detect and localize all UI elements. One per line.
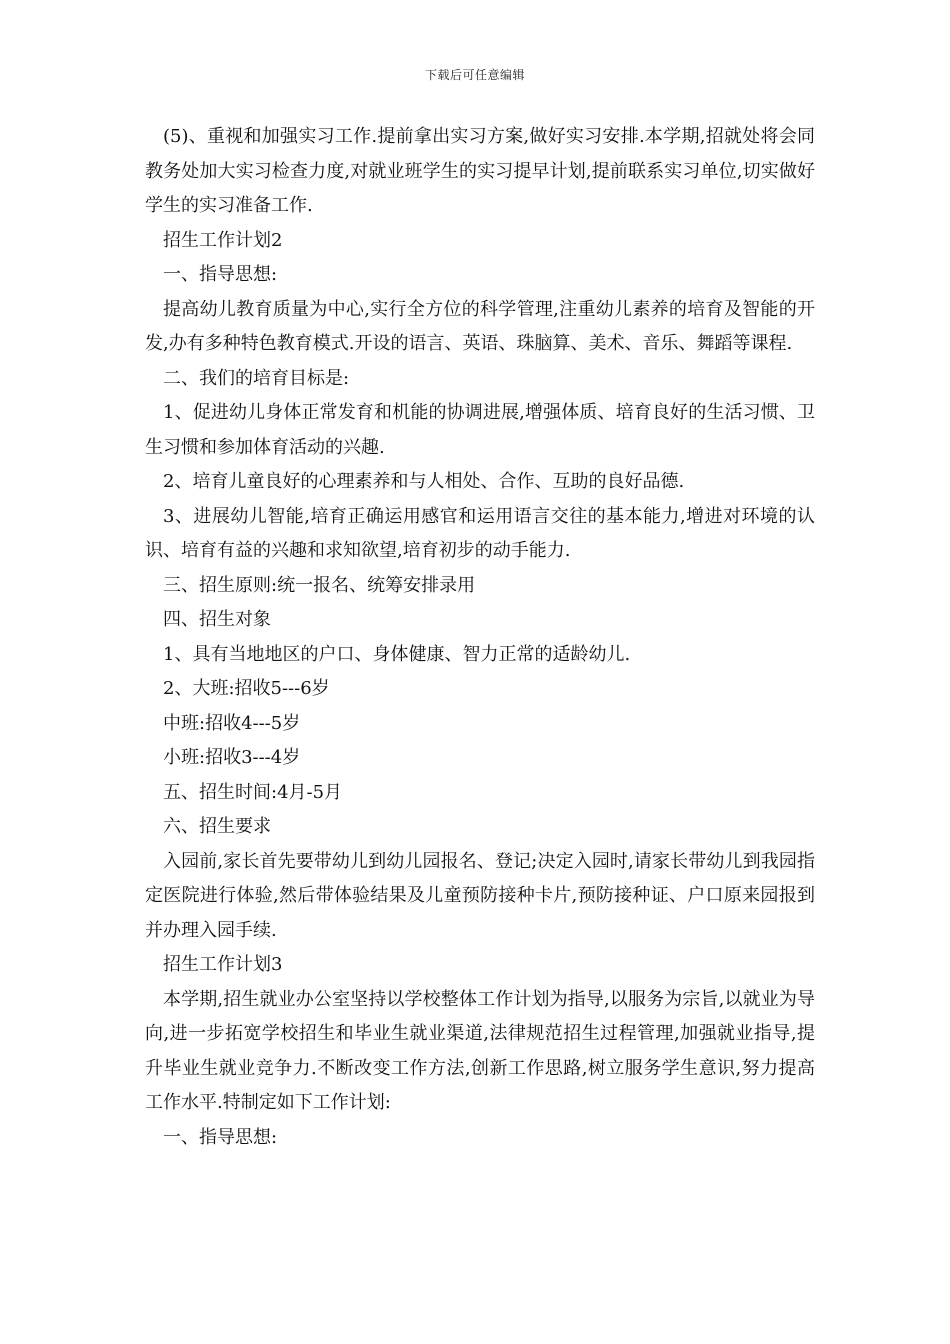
target-item-big-class: 2、大班:招收5---6岁 — [163, 678, 330, 699]
heading-enrollment-time: 五、招生时间:4月-5月 — [163, 781, 343, 803]
heading-enrollment-target: 四、招生对象 — [163, 609, 271, 630]
heading-guiding-thought-2: 一、指导思想: — [163, 1126, 278, 1148]
heading-enrollment-requirements: 六、招生要求 — [163, 816, 271, 837]
target-item-small-class: 小班:招收3---4岁 — [163, 747, 301, 768]
paragraph-admission-procedure: 入园前,家长首先要带幼儿到幼儿园报名、登记;决定入园时,请家长带幼儿到我园指定医院进行体验,然后带体验结果及儿童预防接种卡片,预防接种证、户口原来园报到并办理入园手续. — [145, 850, 815, 941]
target-item-1: 1、具有当地地区的户口、身体健康、智力正常的适龄幼儿. — [163, 643, 631, 665]
document-body — [145, 120, 815, 1155]
section-title-plan-2: 招生工作计划2 — [163, 229, 283, 251]
heading-enrollment-principle: 三、招生原则:统一报名、统筹安排录用 — [163, 574, 476, 596]
goal-item-3: 3、进展幼儿智能,培育正确运用感官和运用语言交往的基本能力,增进对环境的认识、培育有益的兴趣和求知欲望,培育初步的动手能力. — [145, 505, 815, 561]
goal-item-2: 2、培育儿童良好的心理素养和与人相处、合作、互助的良好品德. — [163, 471, 685, 492]
section-title-plan-3: 招生工作计划3 — [163, 954, 283, 975]
heading-guiding-thought: 一、指导思想: — [163, 264, 278, 285]
paragraph-education-quality: 提高幼儿教育质量为中心,实行全方位的科学管理,注重幼儿素养的培育及智能的开发,办有多种特色教育模式.开设的语言、英语、珠脑算、美术、音乐、舞蹈等课程. — [145, 298, 815, 354]
paragraph-semester-plan: 本学期,招生就业办公室坚持以学校整体工作计划为指导,以服务为宗旨,以就业为导向,进一步拓宽学校招生和毕业生就业渠道,法律规范招生过程管理,加强就业指导,提升毕业生就业竞争力.不断改变工作方法,创新工作思路,树立服务学生意识,努力提高工作水平.特制定如下工作计划: — [145, 988, 815, 1113]
goal-item-1: 1、促进幼儿身体正常发育和机能的协调进展,增强体质、培育良好的生活习惯、卫生习惯和参加体育活动的兴趣. — [145, 402, 815, 458]
target-item-middle-class: 中班:招收4---5岁 — [163, 712, 301, 734]
header-note: 下载后可任意编辑 — [424, 68, 525, 82]
heading-training-goals: 二、我们的培育目标是: — [163, 367, 350, 389]
paragraph-internship: (5)、重视和加强实习工作.提前拿出实习方案,做好实习安排.本学期,招就处将会同教务处加大实习检查力度,对就业班学生的实习提早计划,提前联系实习单位,切实做好学生的实习准备工作. — [145, 126, 815, 216]
